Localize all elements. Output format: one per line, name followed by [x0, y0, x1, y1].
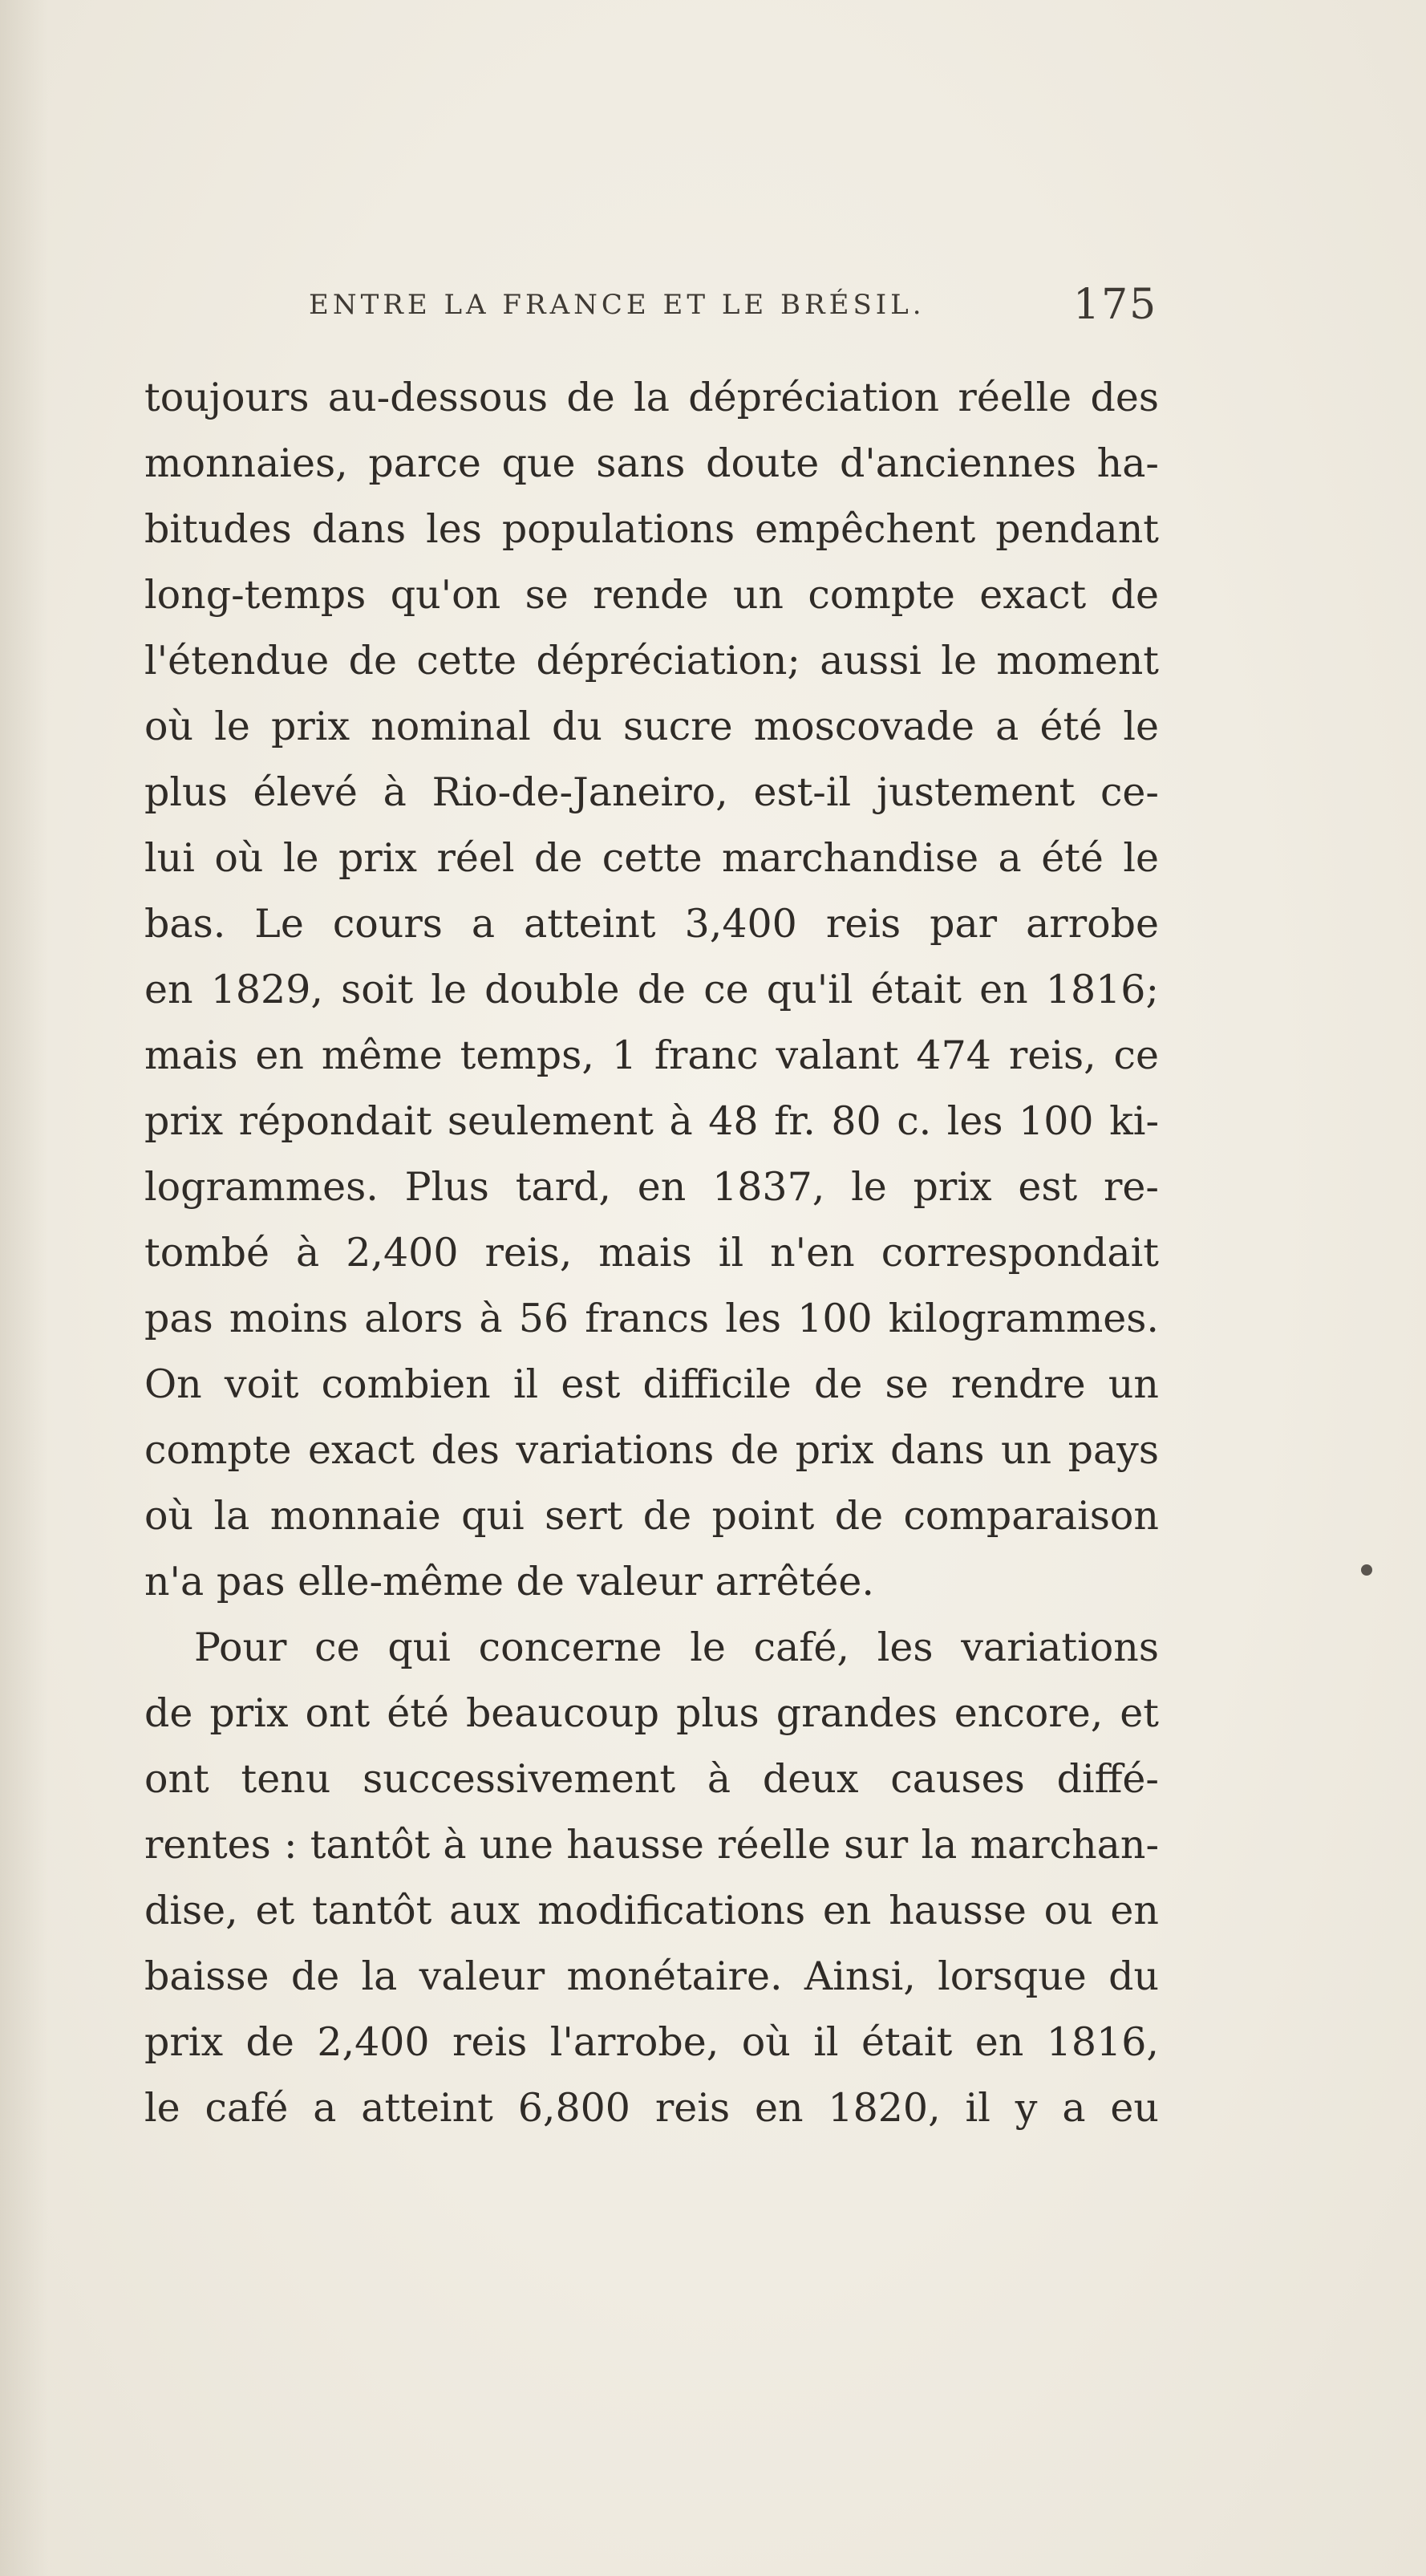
- text-line: de prix ont été beaucoup plus grandes encore, et: [144, 1690, 1159, 1736]
- text-line: Pour ce qui concerne le café, les variations: [194, 1625, 1159, 1670]
- text-line: bas. Le cours a atteint 3,400 reis par arrobe: [144, 901, 1159, 947]
- text-line: baisse de la valeur monétaire. Ainsi, lorsque du: [144, 1953, 1159, 1999]
- text-line: tombé à 2,400 reis, mais il n'en correspondait: [144, 1230, 1159, 1276]
- text-line: toujours au-dessous de la dépréciation réelle des: [144, 375, 1159, 420]
- running-title: ENTRE LA FRANCE ET LE BRÉSIL.: [309, 289, 926, 321]
- ink-speck: [1361, 1564, 1372, 1576]
- text-line: lui où le prix réel de cette marchandise a été le: [144, 835, 1159, 881]
- paragraph-2: [144, 1615, 1159, 2141]
- text-line: ont tenu successivement à deux causes diffé-: [144, 1756, 1159, 1802]
- body-text: [144, 365, 1159, 2141]
- text-line: l'étendue de cette dépréciation; aussi le moment: [144, 638, 1159, 684]
- running-head: [144, 281, 1158, 337]
- text-line: n'a pas elle-même de valeur arrêtée.: [144, 1559, 874, 1604]
- text-line: où la monnaie qui sert de point de comparaison: [144, 1493, 1159, 1539]
- text-line: logrammes. Plus tard, en 1837, le prix est re-: [144, 1164, 1159, 1210]
- text-line: le café a atteint 6,800 reis en 1820, il y a eu: [144, 2085, 1159, 2131]
- text-line: long-temps qu'on se rende un compte exact de: [144, 572, 1159, 618]
- text-line: en 1829, soit le double de ce qu'il était en 1816;: [144, 967, 1159, 1012]
- binding-shadow: [0, 0, 48, 2576]
- text-line: dise, et tantôt aux modifications en hausse ou en: [144, 1888, 1159, 1933]
- text-line: prix de 2,400 reis l'arrobe, où il était en 1816,: [144, 2019, 1159, 2065]
- text-line: pas moins alors à 56 francs les 100 kilogrammes.: [144, 1296, 1159, 1341]
- text-line: plus élevé à Rio-de-Janeiro, est-il justement ce-: [144, 769, 1159, 815]
- text-line: où le prix nominal du sucre moscovade a été le: [144, 704, 1159, 749]
- text-line: bitudes dans les populations empêchent pendant: [144, 506, 1159, 552]
- text-line: On voit combien il est difficile de se rendre un: [144, 1361, 1159, 1407]
- text-line: compte exact des variations de prix dans un pays: [144, 1427, 1159, 1473]
- text-line: mais en même temps, 1 franc valant 474 reis, ce: [144, 1032, 1159, 1078]
- text-line: prix répondait seulement à 48 fr. 80 c. les 100 ki-: [144, 1098, 1159, 1144]
- paragraph-1: [144, 365, 1159, 1615]
- text-line: monnaies, parce que sans doute d'anciennes ha-: [144, 440, 1159, 486]
- text-line: rentes : tantôt à une hausse réelle sur la marchan-: [144, 1822, 1159, 1868]
- page-number: 175: [1073, 281, 1158, 329]
